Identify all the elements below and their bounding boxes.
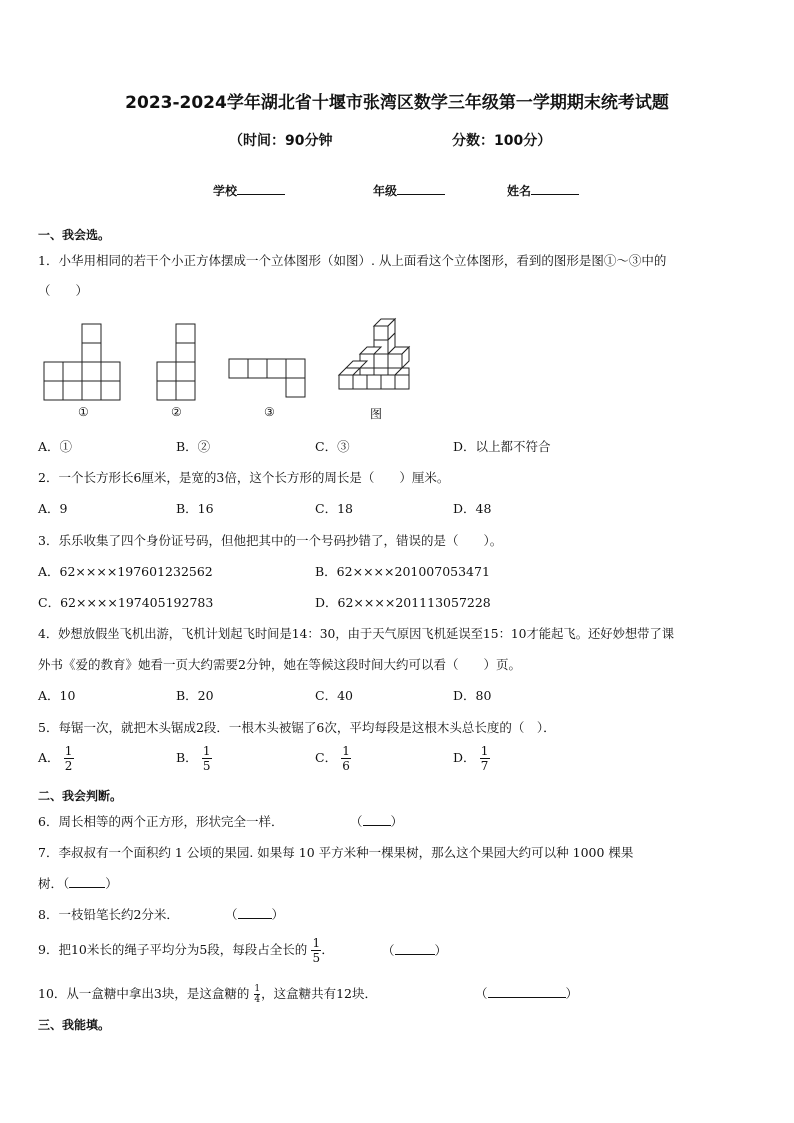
q5-option-a-fraction (64, 744, 74, 773)
q3-option-c[interactable]: C．62××××197405192783 (38, 595, 214, 610)
fraction-denominator: 5 (312, 951, 321, 965)
q1-text: 1．小华用相同的若干个小正方体摆成一个立体图形（如图）. 从上面看这个立体图形，看到的图形是图①～③中的 (38, 253, 667, 268)
q2-option-b[interactable]: B．16 (176, 501, 214, 516)
q4-option-d[interactable]: D．80 (453, 688, 492, 703)
q3-option-b[interactable]: B．62××××201007053471 (315, 564, 490, 579)
q1-option-c[interactable]: C．③ (315, 439, 350, 454)
q8-answer-blank[interactable] (238, 906, 272, 919)
paren-close: ） (105, 876, 118, 891)
name-label: 姓名 (507, 184, 532, 198)
paren-open: （ (350, 814, 363, 829)
figure-1-label: ① (78, 405, 89, 419)
q5-text: 5．每锯一次，就把木头锯成2段．一根木头被锯了6次，平均每段是这根木头总长度的（ ）． (38, 720, 556, 735)
q7-text-line1: 7．李叔叔有一个面积约 1 公顷的果园. 如果每 10 平方米种一棵果树，那么这个果园大约可以种 1000 棵果 (38, 845, 634, 860)
page-title: 2023-2024学年湖北省十堰市张湾区数学三年级第一学期期末统考试题 (125, 93, 669, 113)
figure-2-diagram (153, 320, 201, 404)
q6-answer-blank[interactable] (363, 813, 391, 826)
q5-option-b-fraction (202, 744, 212, 773)
q9-fraction (311, 936, 321, 965)
q4-text-line1: 4．妙想放假坐飞机出游，飞机计划起飞时间是14：30，由于天气原因飞机延误至15：10才能起飞。还好妙想带了课 (38, 627, 675, 641)
q10-text-body: 10．从一盒糖中拿出3块，是这盒糖的 (38, 986, 250, 1001)
q5-option-b[interactable] (176, 744, 212, 773)
q6-text: 6．周长相等的两个正方形，形状完全一样． (38, 814, 284, 829)
q2-option-d[interactable]: D．48 (453, 501, 492, 516)
exam-score: 分数：100分） (452, 133, 552, 149)
q10-answer-blank[interactable] (488, 985, 566, 998)
q5-option-a-label: A． (38, 750, 60, 765)
fraction-denominator: 2 (64, 759, 73, 773)
q4-option-b[interactable]: B．20 (176, 688, 214, 703)
figure-2-label: ② (171, 405, 182, 419)
grade-label: 年级 (373, 184, 398, 198)
q1-option-a[interactable]: A．① (38, 439, 73, 454)
section-2-heading: 二、我会判断。 (38, 789, 123, 803)
q3-text: 3．乐乐收集了四个身份证号码，但他把其中的一个号码抄错了，错误的是（ ）。 (38, 533, 503, 548)
q9-answer-blank[interactable] (395, 942, 435, 955)
q3-option-d[interactable]: D．62××××201113057228 (315, 595, 491, 610)
fraction-numerator: 1 (312, 936, 321, 950)
fraction-denominator: 5 (202, 759, 211, 773)
q9-text-tail: ． (321, 942, 334, 957)
q1-option-b[interactable]: B．② (176, 439, 211, 454)
fraction-denominator: 4 (254, 995, 261, 1005)
q2-option-c[interactable]: C．18 (315, 501, 353, 516)
name-blank[interactable] (531, 182, 579, 195)
q9-answer[interactable] (382, 941, 447, 959)
q7-answer-blank[interactable] (69, 875, 105, 888)
q10-fraction (253, 984, 261, 1005)
q6-answer[interactable] (350, 812, 403, 830)
q2-text: 2．一个长方形长6厘米，是宽的3倍，这个长方形的周长是（ ）厘米。 (38, 470, 450, 485)
q7-answer[interactable] (38, 874, 118, 892)
paren-close: ） (434, 943, 448, 958)
section-3-heading: 三、我能填。 (38, 1018, 111, 1032)
q4-option-c[interactable]: C．40 (315, 688, 353, 703)
q10-text (38, 984, 377, 1005)
grade-blank[interactable] (397, 182, 445, 195)
q4-option-a[interactable]: A．10 (38, 688, 76, 703)
q1-paren: （ ） (38, 283, 89, 298)
q2-option-a[interactable]: A．9 (38, 501, 68, 516)
figure-3-label: ③ (264, 405, 275, 419)
section-1-heading: 一、我会选。 (38, 228, 111, 242)
school-field[interactable] (213, 182, 285, 199)
fraction-numerator: 1 (342, 744, 350, 758)
fraction-numerator: 1 (480, 744, 489, 758)
fraction-denominator: 7 (480, 759, 489, 773)
q9-text (38, 936, 334, 965)
exam-time: （时间：90分钟 (229, 133, 333, 149)
paren-close: ） (390, 814, 404, 829)
q5-option-c-label: C． (315, 750, 338, 765)
q5-option-c[interactable] (315, 744, 351, 773)
paren-open: （ (382, 943, 395, 958)
fraction-numerator: 1 (254, 984, 261, 994)
grade-field[interactable] (373, 182, 445, 199)
q5-option-a[interactable] (38, 744, 74, 773)
q8-answer[interactable] (225, 905, 284, 923)
name-field[interactable] (507, 182, 579, 199)
school-label: 学校 (213, 184, 238, 198)
fraction-numerator: 1 (64, 744, 73, 758)
stacked-cubes-figure (334, 314, 414, 406)
q8-text: 8．一枝铅笔长约2分米． (38, 907, 179, 922)
q3-option-a[interactable]: A．62××××197601232562 (38, 564, 213, 579)
figure-3d-label: 图 (370, 407, 383, 421)
q10-text-tail: ，这盒糖共有12块． (261, 986, 377, 1001)
q4-text-line2: 外书《爱的教育》她看一页大约需要2分钟，她在等候这段时间大约可以看（ ）页。 (38, 657, 521, 672)
paren-close: ） (271, 907, 285, 922)
fraction-denominator: 6 (342, 759, 350, 773)
paren-close: ） (565, 986, 579, 1001)
q5-option-c-fraction (341, 744, 351, 773)
figure-1-diagram (40, 320, 126, 404)
q5-option-d[interactable] (453, 744, 490, 773)
figure-3-diagram (225, 355, 311, 403)
q10-answer[interactable] (475, 984, 578, 1002)
q1-option-d[interactable]: D．以上都不符合 (453, 439, 551, 454)
fraction-numerator: 1 (202, 744, 211, 758)
q5-option-b-label: B． (176, 750, 198, 765)
paren-open: （ (475, 986, 488, 1001)
q9-text-body: 9．把10米长的绳子平均分为5段，每段占全长的 (38, 942, 308, 957)
q7-text-line2: 树．（ (38, 876, 70, 891)
q5-option-d-fraction (480, 744, 490, 773)
school-blank[interactable] (237, 182, 285, 195)
q5-option-d-label: D． (453, 750, 476, 765)
paren-open: （ (225, 907, 238, 922)
